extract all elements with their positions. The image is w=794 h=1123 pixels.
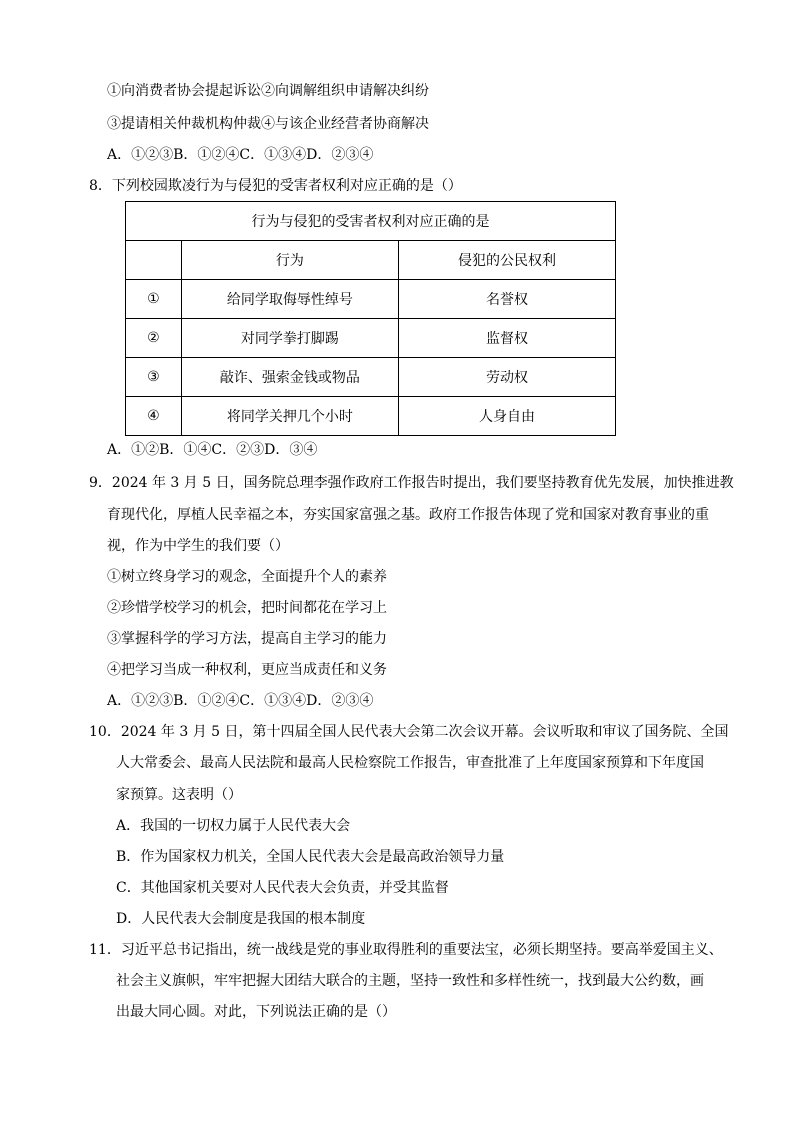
q9-option-4: ④把学习当成一种权利，更应当成责任和义务 xyxy=(107,662,387,678)
q9-stem-line-2: 育现代化，厚植人民幸福之本，夯实国家富强之基。政府工作报告体现了党和国家对教育事业的重 xyxy=(107,507,709,523)
table-row xyxy=(126,319,616,358)
row-behavior: 将同学关押几个小时 xyxy=(181,397,398,436)
q7-answer-choices: A．①②③B．①②④C．①③④D．②③④ xyxy=(107,147,374,163)
q9-option-1: ①树立终身学习的观念，全面提升个人的素养 xyxy=(107,569,387,585)
row-index: ① xyxy=(126,280,182,319)
q9-stem-line-3: 视，作为中学生的我们要（） xyxy=(107,538,289,554)
q10-stem-line-3: 家预算。这表明（） xyxy=(116,787,242,803)
q10-option-b: B．作为国家权力机关，全国人民代表大会是最高政治领导力量 xyxy=(116,849,505,865)
row-index: ② xyxy=(126,319,182,358)
q10-stem-line-2: 人大常委会、最高人民法院和最高人民检察院工作报告，审查批准了上年度国家预算和下年度国 xyxy=(116,755,704,771)
row-right: 人身自由 xyxy=(398,397,615,436)
table-row xyxy=(126,280,616,319)
q8-table-caption: 行为与侵犯的受害者权利对应正确的是 xyxy=(126,202,616,241)
row-right: 劳动权 xyxy=(398,358,615,397)
q10-option-c: C．其他国家机关要对人民代表大会负责，并受其监督 xyxy=(116,880,449,896)
row-right: 监督权 xyxy=(398,319,615,358)
q7-option-line-1: ①向消费者协会提起诉讼②向调解组织申请解决纠纷 xyxy=(107,83,429,99)
q10-stem-line-1: 10．2024 年 3 月 5 日，第十四届全国人民代表大会第二次会议开幕。会议听取和审议了国务院、全国 xyxy=(89,724,729,740)
row-index: ④ xyxy=(126,397,182,436)
row-behavior: 给同学取侮辱性绰号 xyxy=(181,280,398,319)
q7-option-line-2: ③提请相关仲裁机构仲裁④与该企业经营者协商解决 xyxy=(107,116,429,132)
q9-option-2: ②珍惜学校学习的机会，把时间都花在学习上 xyxy=(107,600,387,616)
row-behavior: 敲诈、强索金钱或物品 xyxy=(181,358,398,397)
q8-table-header-index xyxy=(126,241,182,280)
table-row xyxy=(126,397,616,436)
q8-answer-choices: A．①②B．①④C．②③D．③④ xyxy=(107,442,318,458)
row-right: 名誉权 xyxy=(398,280,615,319)
q8-table xyxy=(125,201,616,436)
q9-stem-line-1: 9．2024 年 3 月 5 日，国务院总理李强作政府工作报告时提出，我们要坚持教育优先发展，加快推进教 xyxy=(89,475,734,491)
q8-table-header-right: 侵犯的公民权利 xyxy=(398,241,615,280)
q8-table-header-behavior: 行为 xyxy=(181,241,398,280)
q10-option-d: D．人民代表大会制度是我国的根本制度 xyxy=(116,911,366,927)
table-row xyxy=(126,358,616,397)
q11-stem-line-1: 11．习近平总书记指出，统一战线是党的事业取得胜利的重要法宝，必须长期坚持。要高举爱国主义、 xyxy=(89,942,723,958)
q9-option-3: ③掌握科学的学习方法，提高自主学习的能力 xyxy=(107,631,387,647)
q11-stem-line-2: 社会主义旗帜，牢牢把握大团结大联合的主题，坚持一致性和多样性统一，找到最大公约数，画 xyxy=(116,973,704,989)
row-behavior: 对同学拳打脚踢 xyxy=(181,319,398,358)
row-index: ③ xyxy=(126,358,182,397)
q10-option-a: A．我国的一切权力属于人民代表大会 xyxy=(116,818,351,834)
q9-answer-choices: A．①②③B．①②④C．①③④D．②③④ xyxy=(107,693,374,709)
q11-stem-line-3: 出最大同心圆。对此，下列说法正确的是（） xyxy=(116,1004,396,1020)
q8-stem: 8．下列校园欺凌行为与侵犯的受害者权利对应正确的是（） xyxy=(89,178,462,194)
